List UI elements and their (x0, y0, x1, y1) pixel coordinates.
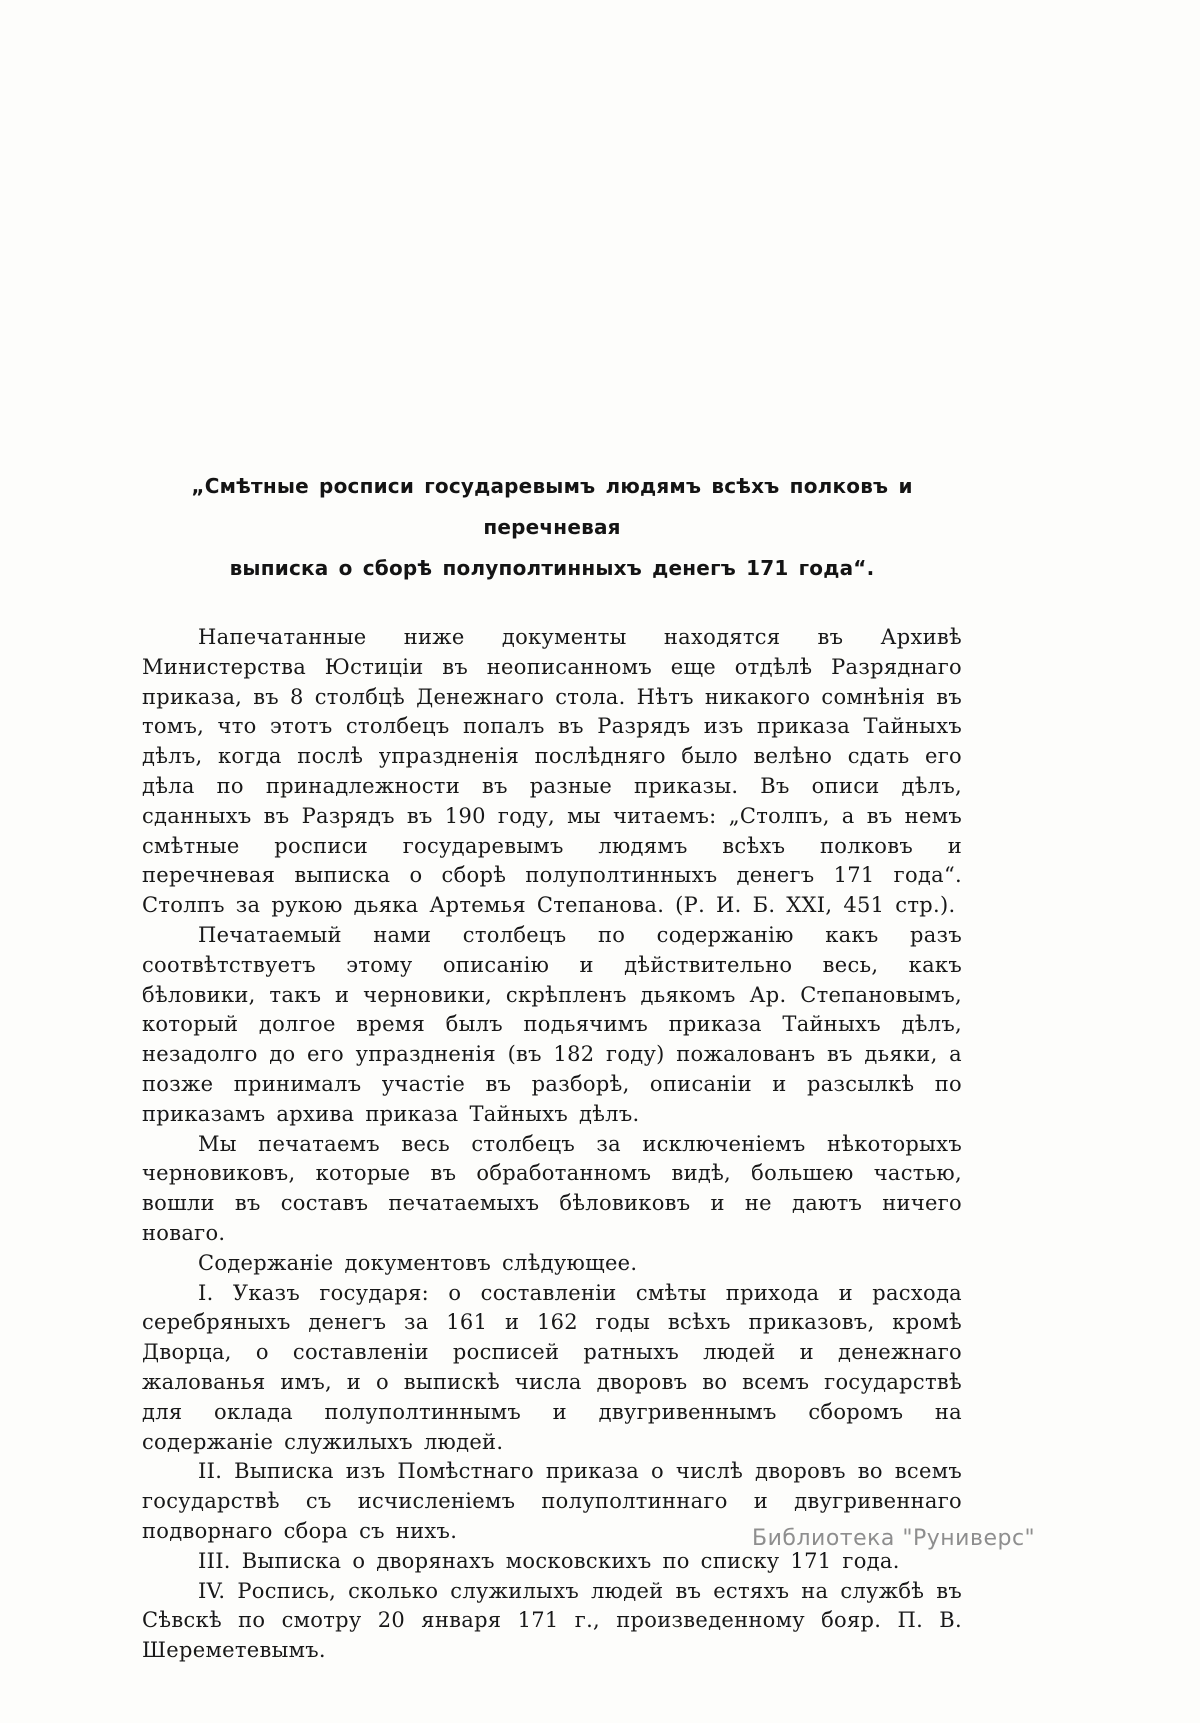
library-watermark: Библиотека "Руниверс" (752, 1526, 1036, 1551)
title-line-2: выписка о сборѣ полуполтинныхъ денегъ 171 года“. (229, 556, 875, 580)
document-title (142, 466, 962, 589)
paragraph: Мы печатаемъ весь столбецъ за исключеніемъ нѣкоторыхъ черновиковъ, которые въ обработанномъ видѣ, большею частью, вошли въ составъ печатаемыхъ бѣловиковъ и не даютъ ничего новаго. (142, 1131, 962, 1245)
page-content (142, 466, 962, 1666)
paragraph-item-2: II. Выписка изъ Помѣстнаго приказа о числѣ дворовъ во всемъ государствѣ съ исчисленіемъ полуполтиннаго и двугривеннаго подворнаго сбора съ нихъ. (142, 1459, 962, 1543)
title-line-1: „Смѣтные росписи государевымъ людямъ всѣхъ полковъ и перечневая (191, 474, 913, 539)
paragraph-item-1: I. Указъ государя: о составленіи смѣты прихода и расхода серебряныхъ денегъ за 161 и 162 годы всѣхъ приказовъ, кромѣ Дворца, о составленіи росписей ратныхъ людей и денежнаго жалованья имъ, и о выпискѣ числа дворовъ во всемъ государствѣ для оклада полуполтиннымъ и двугривеннымъ сборомъ на содержаніе служилыхъ людей. (142, 1280, 962, 1454)
body-text (142, 623, 962, 1666)
paragraph-item-4: IV. Роспись, сколько служилыхъ людей въ естяхъ на службѣ въ Сѣвскѣ по смотру 20 января 171 г., произведенному бояр. П. В. Шереметевымъ. (142, 1578, 962, 1663)
paragraph-item-3: III. Выписка о дворянахъ московскихъ по списку 171 года. (198, 1548, 900, 1573)
paragraph: Печатаемый нами столбецъ по содержанію какъ разъ соотвѣтствуетъ этому описанію и дѣйствительно весь, какъ бѣловики, такъ и черновики, скрѣпленъ дьякомъ Ар. Степановымъ, который долгое время былъ подьячимъ приказа Тайныхъ дѣлъ, незадолго до его упраздненія (въ 182 году) пожалованъ въ дьяки, а позже принималъ участіе въ разборѣ, описаніи и разсылкѣ по приказамъ архива приказа Тайныхъ дѣлъ. (142, 922, 962, 1126)
paragraph-intro: Напечатанные ниже документы находятся въ Архивѣ Министерства Юстиціи въ неописанномъ еще отдѣлѣ Разряднаго приказа, въ 8 столбцѣ Денежнаго стола. Нѣтъ никакого сомнѣнія въ томъ, что этотъ столбецъ попалъ въ Разрядъ изъ приказа Тайныхъ дѣлъ, когда послѣ упраздненія послѣдняго было велѣно сдать его дѣла по принадлежности въ разные приказы. Въ описи дѣлъ, сданныхъ въ Разрядъ въ 190 году, мы читаемъ: „Столпъ, а въ немъ смѣтные росписи государевымъ людямъ всѣхъ полковъ и перечневая выписка о сборѣ полуполтинныхъ денегъ 171 года“. Столпъ за рукою дьяка Артемья Степанова. (Р. И. Б. XXI, 451 стр.). (142, 625, 962, 918)
paragraph: Содержаніе документовъ слѣдующее. (198, 1250, 638, 1275)
